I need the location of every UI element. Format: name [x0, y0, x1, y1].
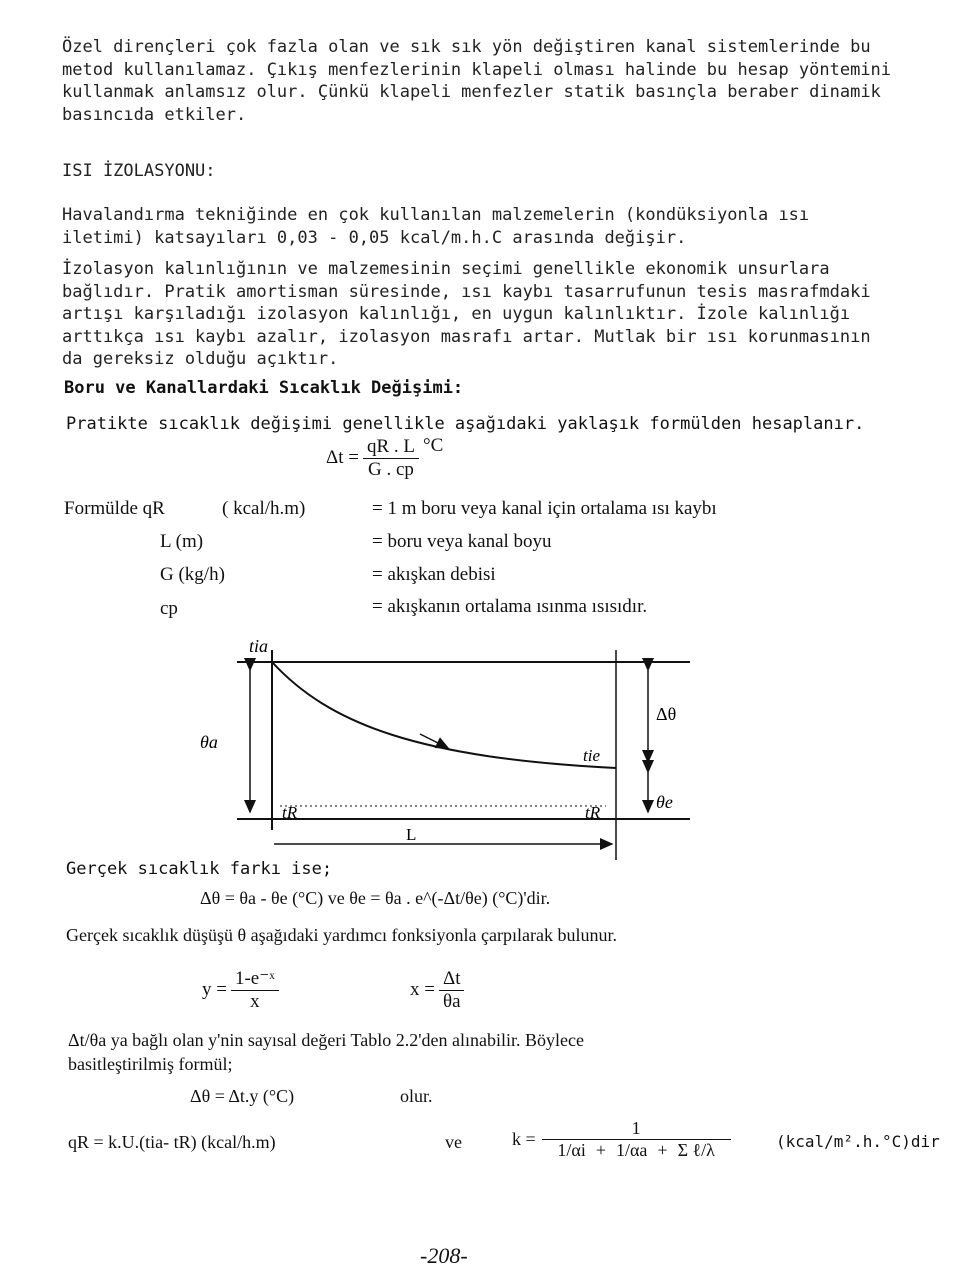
temperature-drop-diagram [0, 630, 960, 860]
text-line: kullanmak anlamsız olur. Çünkü klapeli menfezler statik basınçla beraber dinamik [62, 82, 881, 102]
def-desc-G: = akışkan debisi [372, 564, 496, 585]
text-line: Havalandırma tekniğinde en çok kullanılan malzemelerin (kondüksiyonla ısı [62, 205, 810, 225]
formula-unit: °C [423, 435, 444, 457]
k-term-sum: Σ ℓ/λ [677, 1139, 715, 1160]
section-title-temperature: Boru ve Kanallardaki Sıcaklık Değişimi: [64, 378, 464, 398]
x-formula-lhs: x = [410, 979, 435, 1001]
def-desc-qR: = 1 m boru veya kanal için ortalama ısı kaybı [372, 498, 717, 519]
label-theta-a: θa [200, 732, 218, 752]
text-line: arttıkça ısı kaybı azalır, izolasyon masrafı artar. Mutlak bir ısı korunmasının [62, 326, 871, 347]
text-line: metod kullanılamaz. Çıkış menfezlerinin klapeli olması halinde bu hesap yöntemini [62, 59, 892, 80]
k-unit: (kcal/m².h.°C)dir [776, 1132, 940, 1151]
text-line: İzolasyon kalınlığının ve malzemesinin seçimi genellikle ekonomik unsurlara [62, 259, 830, 279]
y-formula-denominator: x [250, 990, 260, 1012]
label-L: L [406, 825, 417, 844]
delta-theta-formula: Δθ = θa - θe (°C) ve θe = θa . e^(-Δt/θe) (°C)'dir. [200, 888, 551, 908]
k-formula-lhs: k = [512, 1128, 536, 1149]
label-tR-right: tR [585, 803, 601, 822]
text-line: iletimi) katsayıları 0,03 - 0,05 kcal/m.h.C arasında değişir. [62, 227, 687, 248]
def-sym-L: L (m) [160, 531, 204, 552]
qR-formula: qR = k.U.(tia- tR) (kcal/h.m) [68, 1132, 276, 1152]
k-formula-denominator [553, 1140, 719, 1161]
real-temp-drop-line: Gerçek sıcaklık düşüşü θ aşağıdaki yardımcı fonksiyonla çarpılarak bulunur. [66, 925, 617, 945]
formula-numerator: qR . L [363, 436, 419, 459]
isolation-paragraph-2 [62, 258, 871, 371]
temperature-decay-curve [272, 662, 616, 768]
label-tia: tia [249, 636, 269, 656]
y-formula-numerator: 1-e⁻ˣ [231, 968, 279, 991]
section-title-isolation: ISI İZOLASYONU: [62, 161, 216, 181]
text-line: Özel dirençleri çok fazla olan ve sık sık yön değiştiren kanal sistemlerinde bu [62, 37, 871, 57]
k-plus-2: + [657, 1139, 668, 1160]
text-line: artışı karşıladığı izolasyon kalınlığı, en uygun kalınlıktır. İzole kalınlığı [62, 304, 851, 324]
def-desc-cp: = akışkanın ortalama ısınma ısısıdır. [372, 596, 648, 617]
ve-connector: ve [445, 1132, 462, 1152]
label-tR-left: tR [282, 803, 298, 822]
x-formula-denominator: θa [442, 990, 461, 1012]
text-line: bağlıdır. Pratik amortisman süresinde, ısı kaybı tasarrufunun tesis masrafmdaki [62, 281, 871, 302]
def-unit-qR: ( kcal/h.m) [222, 498, 306, 519]
isolation-paragraph-1 [62, 204, 809, 249]
formula-denominator: G . cp [368, 458, 414, 480]
page-number: -208- [420, 1243, 468, 1268]
x-formula-numerator: Δt [439, 968, 465, 991]
label-tie: tie [583, 746, 600, 765]
section2-intro: Pratikte sıcaklık değişimi genellikle aşağıdaki yaklaşık formülden hesaplanır. [66, 414, 865, 434]
real-temp-diff-line: Gerçek sıcaklık farkı ise; [66, 859, 333, 879]
label-theta-e: θe [656, 792, 673, 812]
def-desc-L: = boru veya kanal boyu [372, 531, 552, 552]
k-plus-1: + [595, 1139, 606, 1160]
y-formula-lhs: y = [202, 979, 227, 1001]
k-formula-numerator: 1 [542, 1118, 731, 1140]
x-formula [410, 968, 465, 1013]
y-formula [202, 968, 279, 1013]
text-line: da gereksiz olduğu açıktır. [62, 349, 339, 369]
k-formula [512, 1118, 731, 1160]
delta-t-formula [326, 436, 443, 481]
def-sym-qR: Formülde qR [64, 498, 165, 519]
label-delta-theta: Δθ [656, 704, 677, 724]
table-reference-line: Δt/θa ya bağlı olan y'nin sayısal değeri Tablo 2.2'den alınabilir. Böylece [68, 1030, 584, 1050]
def-sym-cp: cp [160, 598, 178, 619]
simplified-formula-line: basitleştirilmiş formül; [68, 1054, 233, 1074]
simplified-formula-suffix: olur. [400, 1086, 433, 1106]
intro-paragraph [62, 36, 891, 126]
k-term-aa: 1/αa [616, 1139, 648, 1160]
def-sym-G: G (kg/h) [160, 564, 225, 585]
text-line: basıncıda etkiler. [62, 104, 247, 125]
k-term-ai: 1/αi [557, 1139, 586, 1160]
formula-lhs: Δt = [326, 447, 359, 469]
simplified-formula: Δθ = Δt.y (°C) [190, 1086, 295, 1106]
